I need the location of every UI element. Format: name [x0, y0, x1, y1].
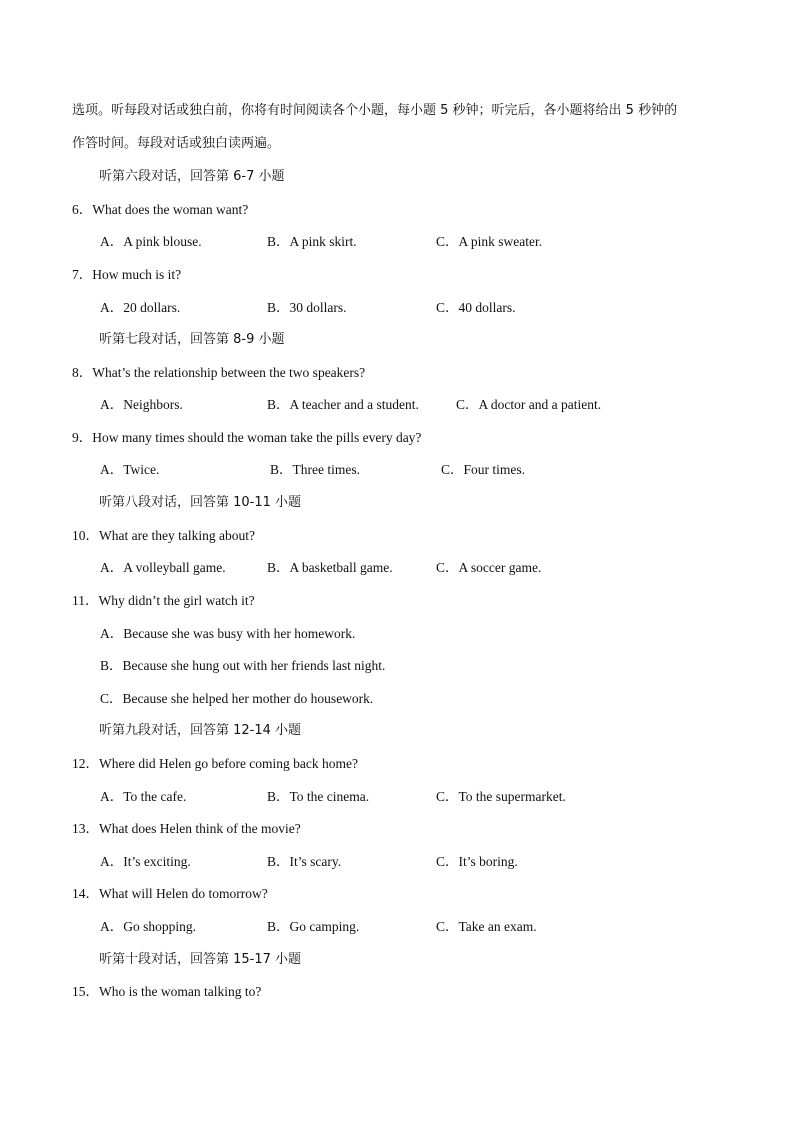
question-8-option-b: B．A teacher and a student. [267, 397, 419, 412]
question-14-stem: 14．What will Helen do tomorrow? [72, 886, 268, 901]
intro-line-1: 选项。听每段对话或独白前，你将有时间阅读各个小题，每小题 5 秒钟；听完后，各小题将给出 5 秒钟的 [72, 103, 678, 118]
question-13-option-a: A．It’s exciting. [100, 854, 191, 869]
question-12-option-b: B．To the cinema. [267, 789, 370, 804]
question-10-option-b: B．A basketball game. [267, 560, 393, 575]
question-6-stem: 6．What does the woman want? [72, 202, 249, 217]
question-12-option-a: A．To the cafe. [100, 789, 187, 804]
section-heading-6: 听第六段对话，回答第 6-7 小题 [99, 169, 285, 184]
question-6-option-c: C．A pink sweater. [436, 234, 543, 249]
section-heading-8: 听第八段对话，回答第 10-11 小题 [99, 495, 302, 510]
question-13-stem: 13．What does Helen think of the movie? [72, 821, 301, 836]
question-11-stem: 11．Why didn’t the girl watch it? [72, 593, 255, 608]
section-heading-9: 听第九段对话，回答第 12-14 小题 [99, 723, 302, 738]
section-heading-7: 听第七段对话，回答第 8-9 小题 [99, 332, 285, 347]
question-14-option-b: B．Go camping. [267, 919, 360, 934]
question-10-stem: 10．What are they talking about? [72, 528, 255, 543]
question-8-stem: 8．What’s the relationship between the two speakers? [72, 365, 366, 380]
question-14-option-c: C．Take an exam. [436, 919, 537, 934]
question-11-option-a: A．Because she was busy with her homework. [100, 626, 356, 641]
question-14-option-a: A．Go shopping. [100, 919, 197, 934]
question-10-option-a: A．A volleyball game. [100, 560, 226, 575]
question-7-option-b: B．30 dollars. [267, 300, 347, 315]
question-7-option-c: C．40 dollars. [436, 300, 516, 315]
question-7-stem: 7．How much is it? [72, 267, 182, 282]
question-15-stem: 15．Who is the woman talking to? [72, 984, 262, 999]
intro-line-2: 作答时间。每段对话或独白读两遍。 [72, 136, 281, 151]
question-12-stem: 12．Where did Helen go before coming back home? [72, 756, 359, 771]
question-8-option-a: A．Neighbors. [100, 397, 183, 412]
question-6-option-a: A．A pink blouse. [100, 234, 202, 249]
section-heading-10: 听第十段对话，回答第 15-17 小题 [99, 952, 302, 967]
question-11-option-c: C．Because she helped her mother do housework. [100, 691, 374, 706]
question-8-option-c: C．A doctor and a patient. [456, 397, 602, 412]
question-7-option-a: A．20 dollars. [100, 300, 181, 315]
question-9-option-b: B．Three times. [270, 462, 360, 477]
question-9-option-a: A．Twice. [100, 462, 160, 477]
question-12-option-c: C．To the supermarket. [436, 789, 566, 804]
question-6-option-b: B．A pink skirt. [267, 234, 357, 249]
question-11-option-b: B．Because she hung out with her friends last night. [100, 658, 386, 673]
question-9-option-c: C．Four times. [441, 462, 526, 477]
question-13-option-b: B．It’s scary. [267, 854, 342, 869]
question-9-stem: 9．How many times should the woman take the pills every day? [72, 430, 422, 445]
question-10-option-c: C．A soccer game. [436, 560, 542, 575]
question-13-option-c: C．It’s boring. [436, 854, 518, 869]
